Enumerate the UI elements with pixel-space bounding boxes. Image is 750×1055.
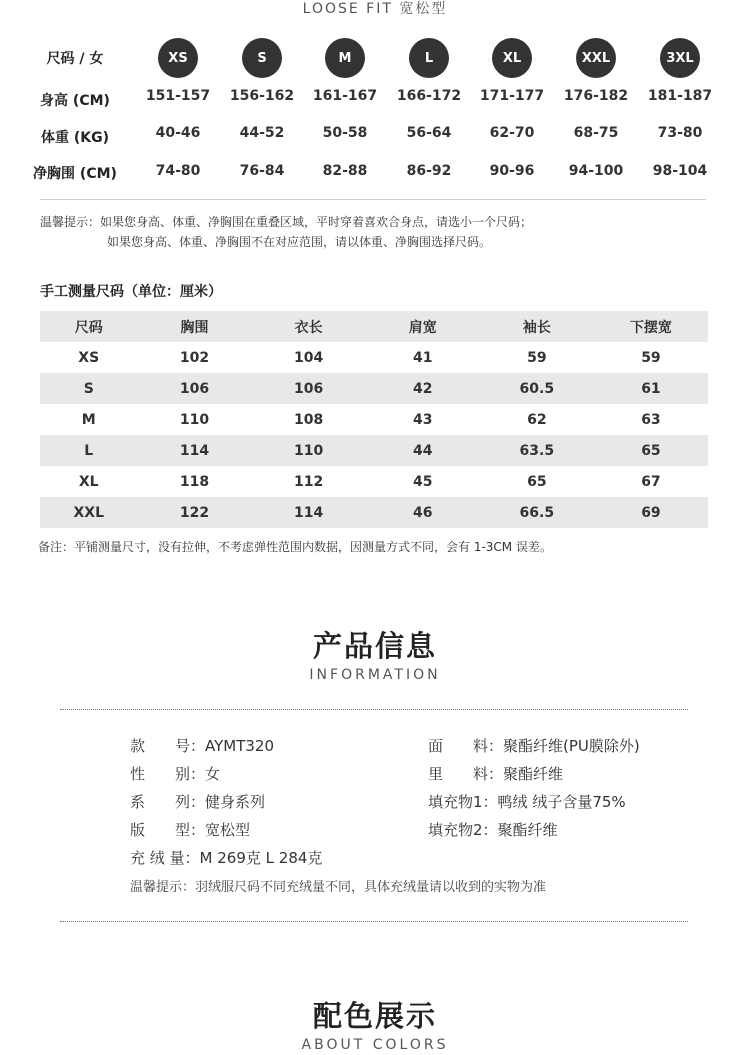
table-cell: 104 bbox=[294, 349, 324, 366]
info-label: 版 型： bbox=[130, 821, 206, 839]
info-gender bbox=[130, 763, 220, 784]
table-cell: XS bbox=[78, 349, 100, 366]
table-cell: 65 bbox=[641, 442, 661, 459]
measure-header-shoulder: 肩宽 bbox=[408, 319, 437, 336]
measure-header-hem: 下摆宽 bbox=[629, 319, 672, 336]
size-tip-line-1: 温馨提示：如果您身高、体重、净胸围在重叠区域，平时穿着喜欢合身点，请选小一个尺码； bbox=[40, 215, 533, 229]
table-cell: 63 bbox=[641, 411, 661, 428]
chest-cell: 86-92 bbox=[406, 163, 452, 179]
colors-subtitle: ABOUT COLORS bbox=[301, 1037, 449, 1053]
measure-table bbox=[40, 311, 708, 528]
info-filling-2 bbox=[428, 819, 558, 840]
weight-cell: 50-58 bbox=[322, 125, 368, 141]
size-guide-divider bbox=[40, 199, 706, 200]
measure-header-row bbox=[40, 311, 708, 342]
table-cell: 102 bbox=[179, 349, 210, 366]
table-cell: 46 bbox=[412, 504, 433, 521]
chest-cell: 74-80 bbox=[155, 163, 201, 179]
height-row-label: 身高 (CM) bbox=[40, 93, 110, 109]
measure-header-sleeve: 袖长 bbox=[522, 319, 551, 336]
height-cell: 151-157 bbox=[145, 88, 211, 104]
weight-cell: 40-46 bbox=[155, 125, 201, 141]
height-cell: 156-162 bbox=[229, 88, 295, 104]
info-filling-1 bbox=[428, 791, 626, 812]
info-subtitle: INFORMATION bbox=[309, 667, 441, 683]
table-cell: 42 bbox=[412, 380, 433, 397]
info-value: 健身系列 bbox=[205, 793, 266, 811]
info-value: 鸭绒 绒子含量75% bbox=[497, 793, 626, 811]
table-cell: 62 bbox=[527, 411, 547, 428]
table-cell: 67 bbox=[641, 473, 661, 490]
info-value: M 269克 L 284克 bbox=[199, 849, 323, 867]
info-label: 充 绒 量： bbox=[130, 849, 200, 867]
info-top-divider bbox=[60, 709, 688, 710]
weight-cell: 73-80 bbox=[657, 125, 703, 141]
info-style-number bbox=[130, 735, 274, 756]
chest-cell: 76-84 bbox=[239, 163, 285, 179]
info-label: 款 号： bbox=[130, 737, 206, 755]
loose-fit-heading: LOOSE FIT 宽松型 bbox=[302, 1, 448, 17]
size-badge-xl: XL bbox=[492, 38, 532, 78]
weight-cell: 56-64 bbox=[406, 125, 452, 141]
table-cell: 106 bbox=[179, 380, 210, 397]
table-cell: 43 bbox=[412, 411, 433, 428]
info-label: 性 别： bbox=[130, 765, 206, 783]
info-value: 女 bbox=[205, 765, 221, 783]
table-cell: L bbox=[84, 442, 94, 459]
size-badge-s: S bbox=[242, 38, 282, 78]
table-cell: 110 bbox=[294, 442, 324, 459]
table-cell: 66.5 bbox=[519, 504, 555, 521]
chest-row-label: 净胸围 (CM) bbox=[33, 166, 117, 182]
weight-cell: 44-52 bbox=[239, 125, 285, 141]
table-cell: 63.5 bbox=[519, 442, 555, 459]
info-value: 聚酯纤维 bbox=[503, 765, 564, 783]
info-value: 聚酯纤维 bbox=[497, 821, 558, 839]
size-badge-xxl: XXL bbox=[576, 38, 616, 78]
measure-note: 备注：平铺测量尺寸，没有拉伸，不考虑弹性范围内数据，因测量方式不同，会有 1-3CM 误差。 bbox=[38, 540, 552, 554]
table-cell: 60.5 bbox=[519, 380, 555, 397]
table-cell: 41 bbox=[412, 349, 433, 366]
size-badge-3xl: 3XL bbox=[660, 38, 700, 78]
size-badge-m: M bbox=[325, 38, 365, 78]
info-label: 填充物1： bbox=[428, 793, 498, 811]
size-badge-xs: XS bbox=[158, 38, 198, 78]
table-cell: 122 bbox=[179, 504, 210, 521]
table-row bbox=[40, 466, 708, 497]
chest-cell: 98-104 bbox=[652, 163, 708, 179]
info-tip: 温馨提示：羽绒服尺码不同充绒量不同，具体充绒量请以收到的实物为准 bbox=[130, 880, 547, 895]
info-fabric bbox=[428, 735, 640, 756]
measure-title: 手工测量尺码（单位：厘米） bbox=[40, 284, 222, 300]
size-tip-line-2: 如果您身高、体重、净胸围不在对应范围，请以体重、净胸围选择尺码。 bbox=[107, 235, 492, 249]
table-cell: XXL bbox=[73, 504, 104, 521]
chest-cell: 90-96 bbox=[489, 163, 535, 179]
table-row bbox=[40, 373, 708, 404]
chest-cell: 82-88 bbox=[322, 163, 368, 179]
measure-header-size: 尺码 bbox=[74, 319, 103, 336]
table-cell: 110 bbox=[179, 411, 210, 428]
table-cell: 112 bbox=[294, 473, 324, 490]
info-label: 填充物2： bbox=[428, 821, 498, 839]
chest-cell: 94-100 bbox=[568, 163, 624, 179]
table-cell: 118 bbox=[179, 473, 210, 490]
info-value: AYMT320 bbox=[205, 737, 275, 755]
table-row bbox=[40, 435, 708, 466]
height-cell: 166-172 bbox=[396, 88, 462, 104]
table-cell: 44 bbox=[412, 442, 433, 459]
info-fit bbox=[130, 819, 250, 840]
table-cell: 61 bbox=[641, 380, 661, 397]
table-cell: 108 bbox=[294, 411, 324, 428]
height-cell: 161-167 bbox=[312, 88, 378, 104]
table-cell: M bbox=[81, 411, 96, 428]
table-row bbox=[40, 342, 708, 373]
height-cell: 181-187 bbox=[647, 88, 713, 104]
table-cell: 114 bbox=[294, 504, 324, 521]
weight-row-label: 体重 (KG) bbox=[40, 130, 109, 146]
measure-header-chest: 胸围 bbox=[180, 319, 209, 336]
info-title: 产品信息 bbox=[312, 629, 437, 663]
height-cell: 171-177 bbox=[479, 88, 545, 104]
table-row bbox=[40, 497, 708, 528]
table-cell: 59 bbox=[527, 349, 547, 366]
table-cell: 106 bbox=[294, 380, 324, 397]
info-label: 里 料： bbox=[428, 765, 504, 783]
weight-cell: 68-75 bbox=[573, 125, 619, 141]
table-row bbox=[40, 404, 708, 435]
size-corner-label: 尺码 / 女 bbox=[46, 51, 104, 67]
table-cell: 114 bbox=[179, 442, 210, 459]
weight-cell: 62-70 bbox=[489, 125, 535, 141]
info-value: 宽松型 bbox=[205, 821, 251, 839]
info-bottom-divider bbox=[60, 921, 688, 922]
table-cell: XL bbox=[78, 473, 99, 490]
measure-header-length: 衣长 bbox=[294, 319, 323, 336]
info-down-fill bbox=[130, 847, 322, 868]
colors-title: 配色展示 bbox=[312, 999, 437, 1033]
info-series bbox=[130, 791, 265, 812]
table-cell: 65 bbox=[527, 473, 547, 490]
size-badge-l: L bbox=[409, 38, 449, 78]
info-label: 面 料： bbox=[428, 737, 504, 755]
table-cell: 69 bbox=[641, 504, 661, 521]
info-value: 聚酯纤维(PU膜除外) bbox=[503, 737, 640, 755]
table-cell: 45 bbox=[412, 473, 433, 490]
table-cell: S bbox=[83, 380, 94, 397]
info-label: 系 列： bbox=[130, 793, 206, 811]
table-cell: 59 bbox=[641, 349, 661, 366]
info-lining bbox=[428, 763, 563, 784]
height-cell: 176-182 bbox=[563, 88, 629, 104]
